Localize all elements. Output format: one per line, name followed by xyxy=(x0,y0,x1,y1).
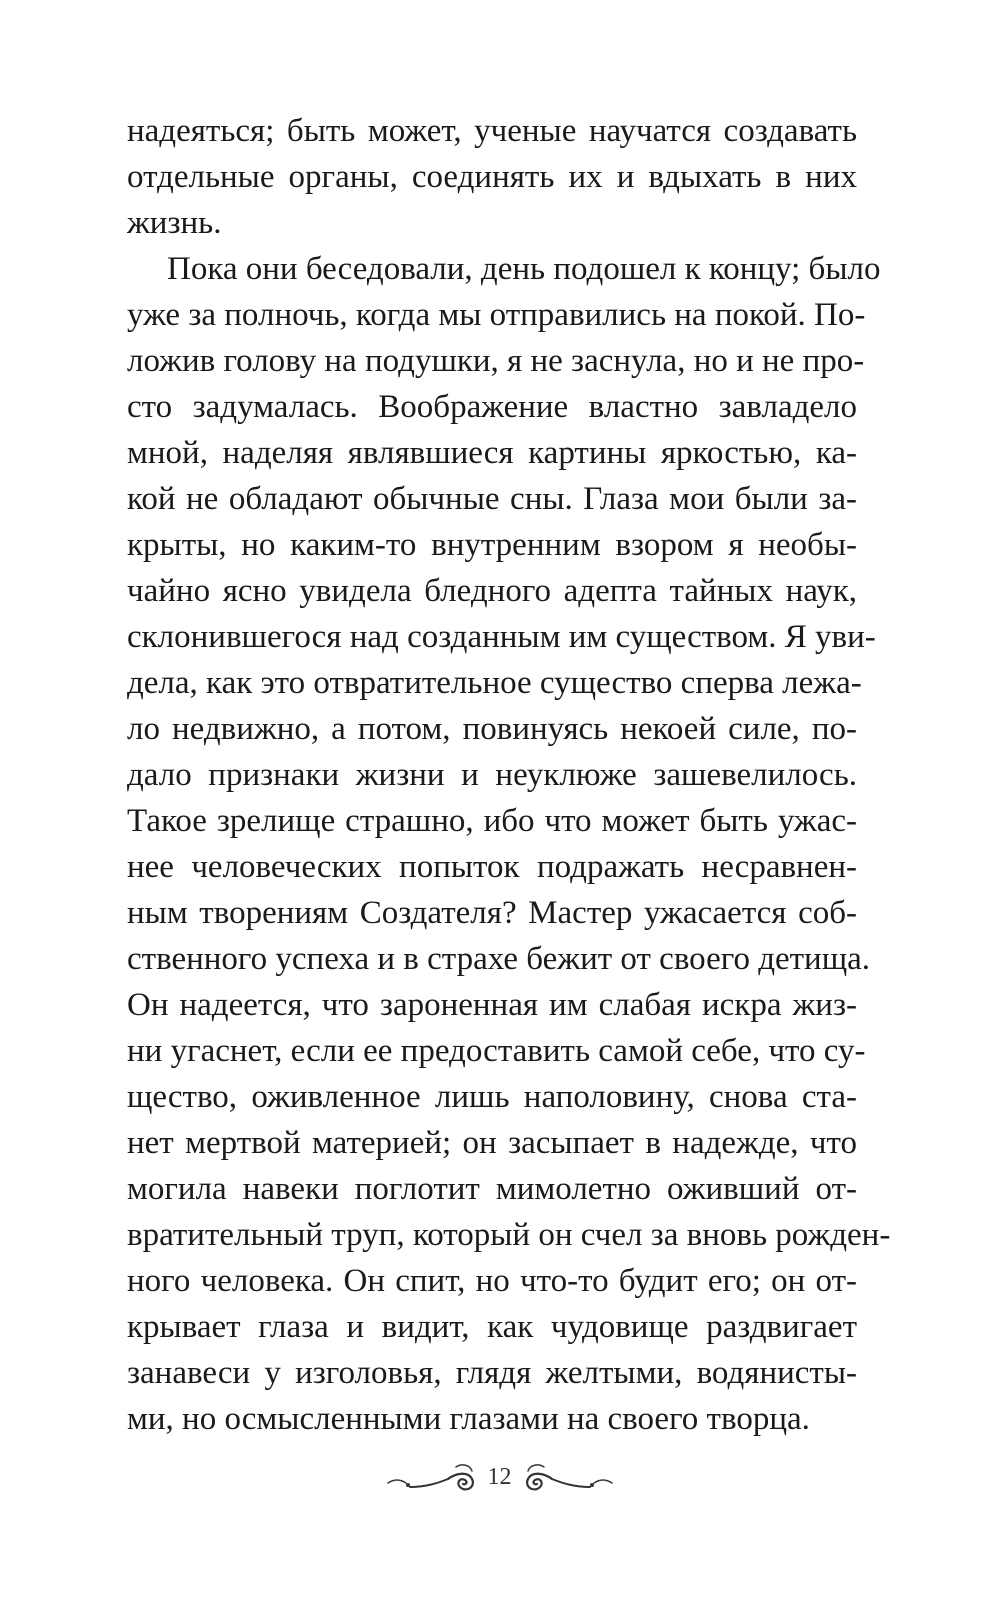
page-footer xyxy=(0,1452,999,1502)
text-line: крывает глаза и видит, как чудовище раздвигает xyxy=(127,1309,857,1345)
text-line: дела, как это отвратительное существо сперва лежа- xyxy=(127,665,862,701)
text-line: ни угаснет, если ее предоставить самой себе, что су- xyxy=(127,1033,866,1069)
text-line: занавеси у изголовья, глядя желтыми, водянисты- xyxy=(127,1355,857,1391)
text-line: надеяться; быть может, ученые научатся создавать xyxy=(127,113,857,149)
text-line: вратительный труп, который он счел за вновь рожден- xyxy=(127,1217,891,1253)
text-line: жизнь. xyxy=(127,205,222,241)
text-line: ственного успеха и в страхе бежит от своего детища. xyxy=(127,941,871,977)
page-number: 12 xyxy=(487,1464,512,1490)
text-line: отдельные органы, соединять их и вдыхать в них xyxy=(127,159,857,195)
text-line: нет мертвой материей; он засыпает в надежде, что xyxy=(127,1125,857,1161)
text-line: склонившегося над созданным им существом. Я уви- xyxy=(127,619,876,655)
text-line: нее человеческих попыток подражать несравнен- xyxy=(127,849,857,885)
text-body xyxy=(127,108,891,1442)
text-line: уже за полночь, когда мы отправились на покой. По- xyxy=(127,297,866,333)
text-line: ного человека. Он спит, но что-то будит его; он от- xyxy=(127,1263,857,1299)
text-line: кой не обладают обычные сны. Глаза мои были за- xyxy=(127,481,857,517)
text-line: сто задумалась. Воображение властно завладело xyxy=(127,389,857,425)
text-line: могила навеки поглотит мимолетно оживший от- xyxy=(127,1171,857,1207)
text-line: Пока они беседовали, день подошел к концу; было xyxy=(167,251,881,287)
scroll-flourish-icon xyxy=(386,1457,478,1497)
text-line: ми, но осмысленными глазами на своего творца. xyxy=(127,1401,810,1437)
text-line: дало признаки жизни и неуклюже зашевелилось. xyxy=(127,757,857,793)
text-line: чайно ясно увидела бледного адепта тайных наук, xyxy=(127,573,857,609)
scroll-flourish-icon xyxy=(522,1457,614,1497)
text-line: мной, наделяя являвшиеся картины яркостью, ка- xyxy=(127,435,857,471)
text-line: ложив голову на подушки, я не заснула, но и не про- xyxy=(127,343,865,379)
text-line: Такое зрелище страшно, ибо что может быть ужас- xyxy=(127,803,857,839)
text-line: Он надеется, что зароненная им слабая искра жиз- xyxy=(127,987,857,1023)
text-line: крыты, но каким-то внутренним взором я необы- xyxy=(127,527,857,563)
text-line: ным творениям Создателя? Мастер ужасается соб- xyxy=(127,895,857,931)
text-line: щество, оживленное лишь наполовину, снова ста- xyxy=(127,1079,857,1115)
text-line: ло недвижно, а потом, повинуясь некоей силе, по- xyxy=(127,711,857,747)
